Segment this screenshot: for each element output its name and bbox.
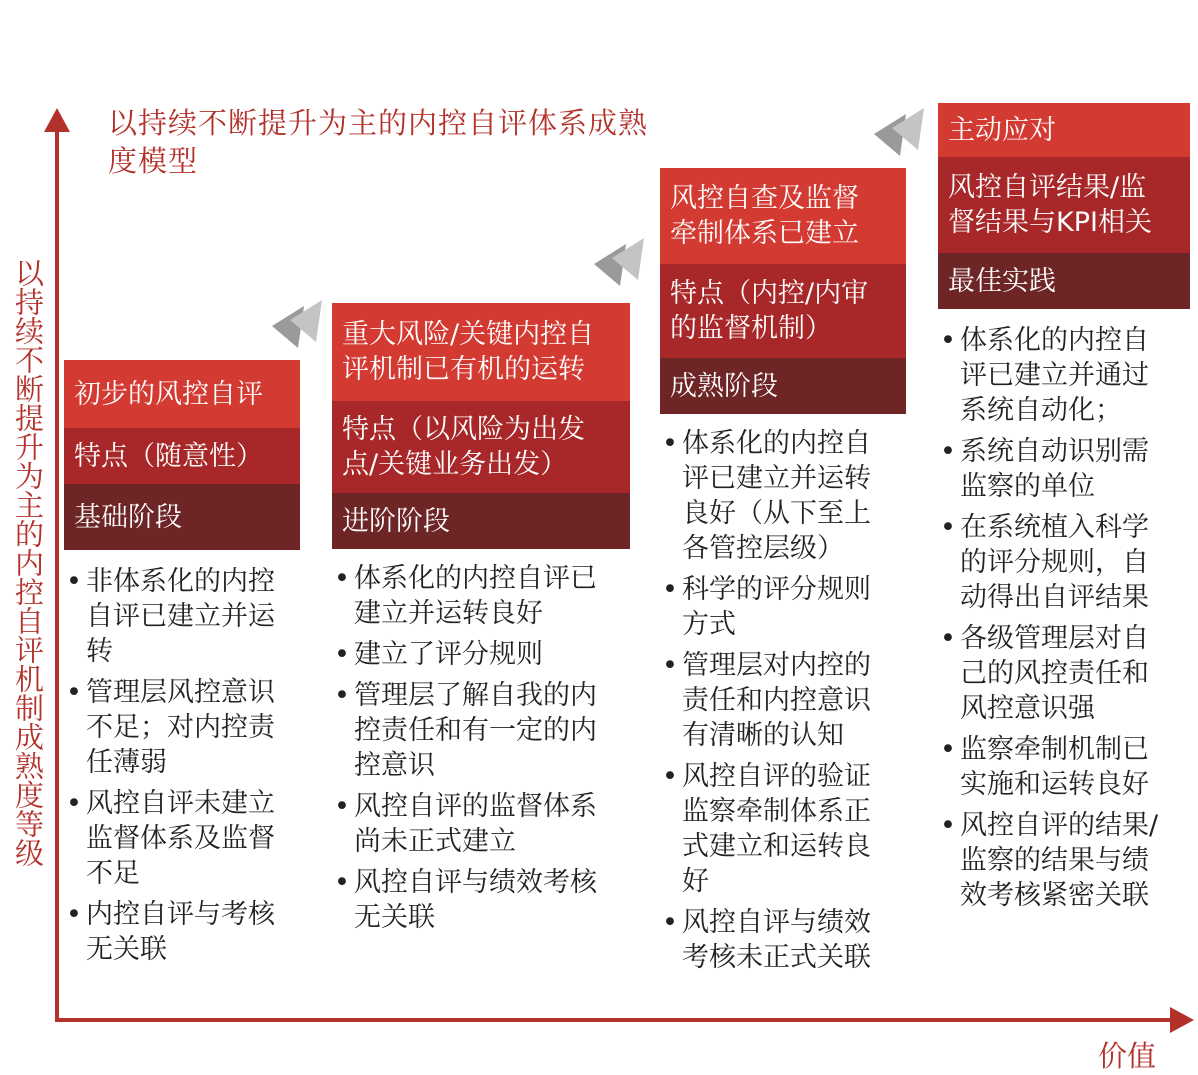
list-item: • 风控自评未建立 监督体系及监督 不足: [64, 786, 304, 891]
list-item: • 体系化的内控自 评已建立并运转 良好（从下至上 各管控层级）: [660, 426, 910, 566]
x-axis-arrow: [1170, 1007, 1194, 1033]
list-item: • 风控自评与绩效考核 无关联: [332, 865, 632, 935]
stage-level: 成熟阶段: [660, 358, 906, 414]
list-item: • 非体系化的内控 自评已建立并运 转: [64, 564, 304, 669]
stage-level: 进阶阶段: [332, 493, 630, 549]
list-item: • 系统自动识别需 监察的单位: [938, 434, 1194, 504]
stage-bullet-list: [64, 564, 304, 967]
diagram-title: 以持续不断提升为主的内控自评体系成熟度模型: [108, 106, 649, 178]
stage-feature: 特点（随意性）: [64, 428, 300, 484]
stage-header: 主动应对: [938, 103, 1190, 157]
list-item: • 风控自评的监督体系 尚未正式建立: [332, 789, 632, 859]
stage-advanced: [332, 303, 630, 941]
x-axis-label: 价值: [1098, 1039, 1157, 1073]
stage-feature: 风控自评结果/监 督结果与KPI相关: [938, 157, 1190, 253]
stage-mature: [660, 168, 906, 981]
y-axis-label: 以持续不断提升为主的内控自评机制成熟度等级: [11, 257, 45, 867]
stage-bullet-list: [332, 561, 632, 935]
chevron-arrow-icon: [268, 300, 328, 358]
list-item: • 在系统植入科学 的评分规则，自 动得出自评结果: [938, 510, 1194, 615]
list-item: • 风控自评的结果/ 监察的结果与绩 效考核紧密关联: [938, 808, 1194, 913]
list-item: • 风控自评的验证 监察牵制体系正 式建立和运转良 好: [660, 759, 910, 899]
list-item: • 体系化的内控自评已 建立并运转良好: [332, 561, 632, 631]
stage-bullet-list: [938, 323, 1194, 913]
list-item: • 科学的评分规则 方式: [660, 572, 910, 642]
stage-header: 风控自查及监督 牵制体系已建立: [660, 168, 906, 264]
stage-best-practice: [938, 103, 1190, 919]
stage-level: 基础阶段: [64, 484, 300, 550]
stage-bullet-list: [660, 426, 910, 975]
list-item: • 各级管理层对自 己的风控责任和 风控意识强: [938, 621, 1194, 726]
list-item: • 内控自评与考核 无关联: [64, 897, 304, 967]
chevron-arrow-icon: [590, 238, 650, 296]
stage-basic: [64, 360, 300, 973]
chevron-arrow-icon: [870, 108, 930, 166]
list-item: • 管理层对内控的 责任和内控意识 有清晰的认知: [660, 648, 910, 753]
y-axis-arrow: [44, 108, 70, 132]
list-item: • 管理层风控意识 不足；对内控责 任薄弱: [64, 675, 304, 780]
stage-level: 最佳实践: [938, 253, 1190, 309]
stage-header: 初步的风控自评: [64, 360, 300, 428]
stage-feature: 特点（以风险为出发 点/关键业务出发）: [332, 401, 630, 493]
list-item: • 风控自评与绩效 考核未正式关联: [660, 905, 910, 975]
stage-feature: 特点（内控/内审 的监督机制）: [660, 264, 906, 358]
list-item: • 体系化的内控自 评已建立并通过 系统自动化；: [938, 323, 1194, 428]
stage-header: 重大风险/关键内控自 评机制已有机的运转: [332, 303, 630, 401]
list-item: • 管理层了解自我的内 控责任和有一定的内 控意识: [332, 678, 632, 783]
list-item: • 监察牵制机制已 实施和运转良好: [938, 732, 1194, 802]
list-item: • 建立了评分规则: [332, 637, 632, 672]
